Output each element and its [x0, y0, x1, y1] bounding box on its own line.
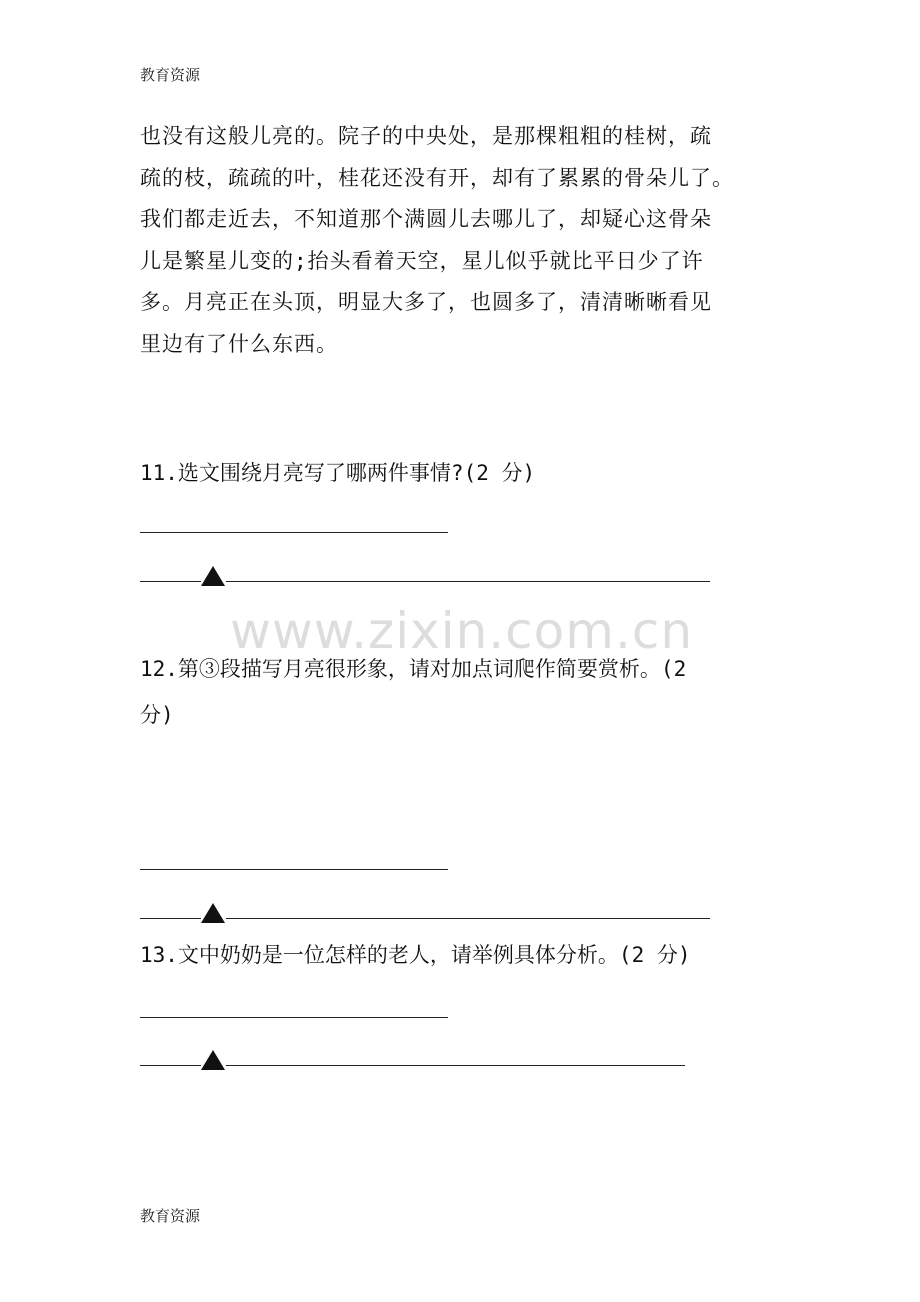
passage-line: 疏的枝，疏疏的叶，桂花还没有开，却有了累累的骨朵儿了。 — [140, 165, 734, 190]
question-12-continued: 分) — [140, 703, 174, 727]
answer-blank-segment — [226, 1064, 685, 1066]
answer-blank-row[interactable] — [140, 552, 710, 582]
passage-line: 里边有了什么东西。 — [140, 331, 338, 356]
answer-blank-segment — [226, 580, 710, 582]
answer-blank-segment — [140, 917, 201, 919]
triangle-marker-icon — [201, 903, 225, 923]
answer-blank-segment — [226, 917, 710, 919]
page-footer: 教育资源 — [140, 1207, 201, 1225]
answer-blank-row[interactable] — [140, 889, 710, 919]
question-13: 13.文中奶奶是一位怎样的老人，请举例具体分析。(2 分) — [140, 943, 691, 967]
answer-blank-segment — [140, 1064, 201, 1066]
passage-text — [140, 116, 790, 366]
answer-blank-row[interactable] — [140, 1036, 685, 1066]
watermark: www.zixin.com.cn — [230, 602, 694, 660]
triangle-marker-icon — [201, 1050, 225, 1070]
answer-blank-line[interactable] — [140, 868, 448, 870]
triangle-marker-icon — [201, 566, 225, 586]
passage-line: 多。月亮正在头顶，明显大多了，也圆多了，清清晰晰看见 — [140, 290, 712, 315]
answer-blank-line[interactable] — [140, 531, 448, 533]
answer-blank-segment — [140, 580, 201, 582]
page-header: 教育资源 — [140, 66, 201, 84]
question-11: 11.选文围绕月亮写了哪两件事情?(2 分) — [140, 461, 536, 485]
passage-line: 也没有这般儿亮的。院子的中央处，是那棵粗粗的桂树，疏 — [140, 124, 712, 148]
answer-blank-line[interactable] — [140, 1016, 448, 1018]
passage-line: 我们都走近去，不知道那个满圆儿去哪儿了，却疑心这骨朵 — [140, 207, 712, 232]
question-12: 12.第③段描写月亮很形象，请对加点词爬作简要赏析。(2 — [140, 657, 687, 681]
passage-line: 儿是繁星儿变的;抬头看着天空，星儿似乎就比平日少了许 — [140, 248, 704, 273]
